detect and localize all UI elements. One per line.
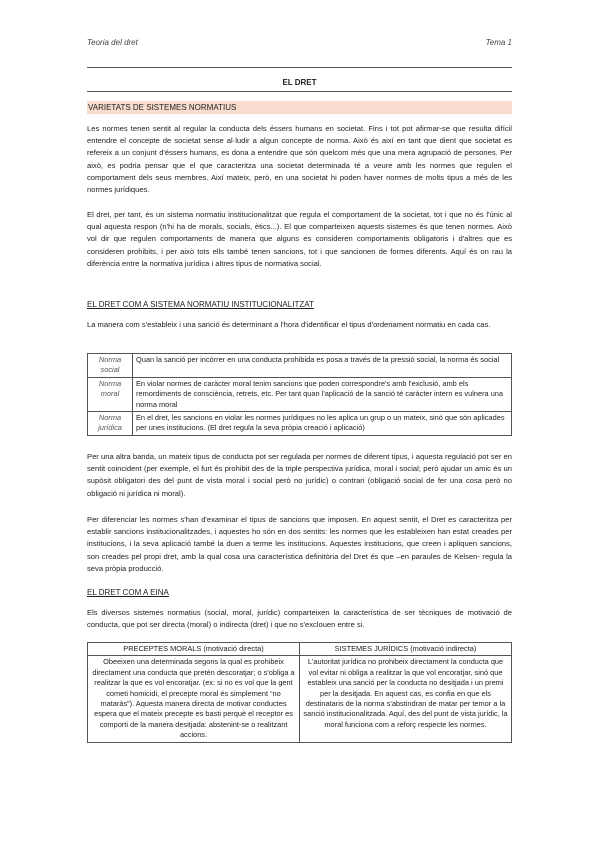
table-cell: Obeeixen una determinada segons la qual es prohibeix directament una conducta que pretén descoratjar; o s'obliga a realitzar la que es vol encoratjar. (ex: si no es vol que la gent cometi homicidi, el precepte moral és simplement “no mataràs”). Aquesta manera directa de motivar conductes espera que el mateix precepte es basti perquè el receptor es comporti de la manera desitjada: abstenint-se o realitzant accions. [88,656,300,742]
table-header: PRECEPTES MORALS (motivació directa) [88,643,300,656]
divider [87,67,512,68]
paragraph: El dret, per tant, és un sistema normatiu institucionalitzat que regula el comportament de la societat, tot i que no és l'únic al qual aquesta respon (n'hi ha de morals, socials, ètics...). El que comparteixen aquests sistemes és que tenen normes. Això vol dir que regulen comportaments de manera que alguns es consideren comportaments obligatoris i d'altres que es consideren prohibits, i per això tots ells també tenen sancions, tot i que sancionen de formes diferents. Aquí és on rau la diferència entre la normativa jurídica i altres tipus de normativa social. [87,210,512,268]
norm-types-table [87,353,512,436]
table-row [88,377,512,411]
table-row [88,656,512,742]
header-topic: Tema 1 [485,38,512,47]
table-row [88,412,512,436]
motivation-table [87,642,512,743]
header-subject: Teoria del dret [87,38,138,47]
divider [87,91,512,92]
paragraph: Els diversos sistemes normatius (social, moral, jurídic) comparteixen la característica de ser tècniques de motivació de conducta, que pot ser directa (moral) o indirecta (dret) i que no s'exclouen entre si. [87,608,512,630]
paragraph: La manera com s'estableix i una sanció és determinant a l'hora d'identificar el tipus d'ordenament normatiu en cada cas. [87,320,491,329]
section-heading: EL DRET COM A SISTEMA NORMATIU INSTITUCIONALITZAT [87,300,314,309]
paragraph: Per una altra banda, un mateix tipus de conducta pot ser regulada per normes de diferent tipus, i aquesta regulació pot ser en sentit coincident (per exemple, el furt és prohibit des de la triple perspectiva jurídica, moral i social; però ajudar un amic és un supòsit obligatori des del punt de vista moral i social però no jurídic) o contrari (obligació social de fer una cosa però no obligació ni jurídica ni moral). [87,452,512,498]
page-title: EL DRET [282,78,317,87]
table-cell-label: Norma social [88,354,133,378]
table-cell: Quan la sanció per incórrer en una conducta prohibida es posa a través de la pressió social, la norma és social [133,354,512,378]
table-cell-label: Norma moral [88,377,133,411]
table-cell-label: Norma jurídica [88,412,133,436]
paragraph: Les normes tenen sentit al regular la conducta dels éssers humans en societat. Fins i tot pot afirmar-se que resulta difícil entendre el concepte de societat sense al·ludir a algun concepte de norma. Això és així en tant que dient que societat es refereix a un conjunt d'éssers humans, es dona a entendre que són quelcom més que una mera agrupació de persones. Per això, es podria pensar que el que caracteritza una societat determinada té a veure amb les normes que regulen el comportament dels seus membres. Així mateix, però, en una societat hi poden haver normes de molts tipus a més de les normes jurídiques. [87,124,512,195]
table-row [88,354,512,378]
section-heading: EL DRET COM A EINA [87,588,169,597]
table-cell: En violar normes de caràcter moral tenim sancions que poden correspondre's amb l'exclusió, amb els remordiments de consciència, retrets, etc. Per tant quan l'aplicació de la sanció té caràcter intern es vulnera una norma moral [133,377,512,411]
table-header: SISTEMES JURÍDICS (motivació indirecta) [300,643,512,656]
table-cell: En el dret, les sancions en violar les normes jurídiques no les aplica un grup o un mateix, sinó que són aplicades per unes institucions. (El dret regula la seva pròpia creació i aplicació) [133,412,512,436]
paragraph: Per diferenciar les normes s'han d'examinar el tipus de sancions que imposen. En aquest sentit, el Dret es caracteritza per establir sancions institucionalitzades, i aquestes ho són en dos sentits: les normes que les estableixen han estat creades per institucions, i la seva aplicació també la duen a terme les institucions. Aquestes institucions, que creen i apliquen sancions, son creades pel propi dret, amb la qual cosa una característica definitòria del Dret és que –en paraules de Kelsen- regula la seva pròpia producció. [87,515,512,573]
table-header-row [88,643,512,656]
section-heading: VARIETATS DE SISTEMES NORMATIUS [87,101,512,114]
table-cell: L'autoritat jurídica no prohibeix directament la conducta que vol evitar ni obliga a realitzar la que vol encoratjar, sinó que estableix una sanció per la conducta no desitjada i un premi per la desitjada. En aquest cas, es confia en que els destinataris de la norma s'abstindran de matar per temor a la sanció institucionalitzada. Aquí, des del punt de vista jurídic, la moral funciona com a reforç respecte les normes. [300,656,512,742]
